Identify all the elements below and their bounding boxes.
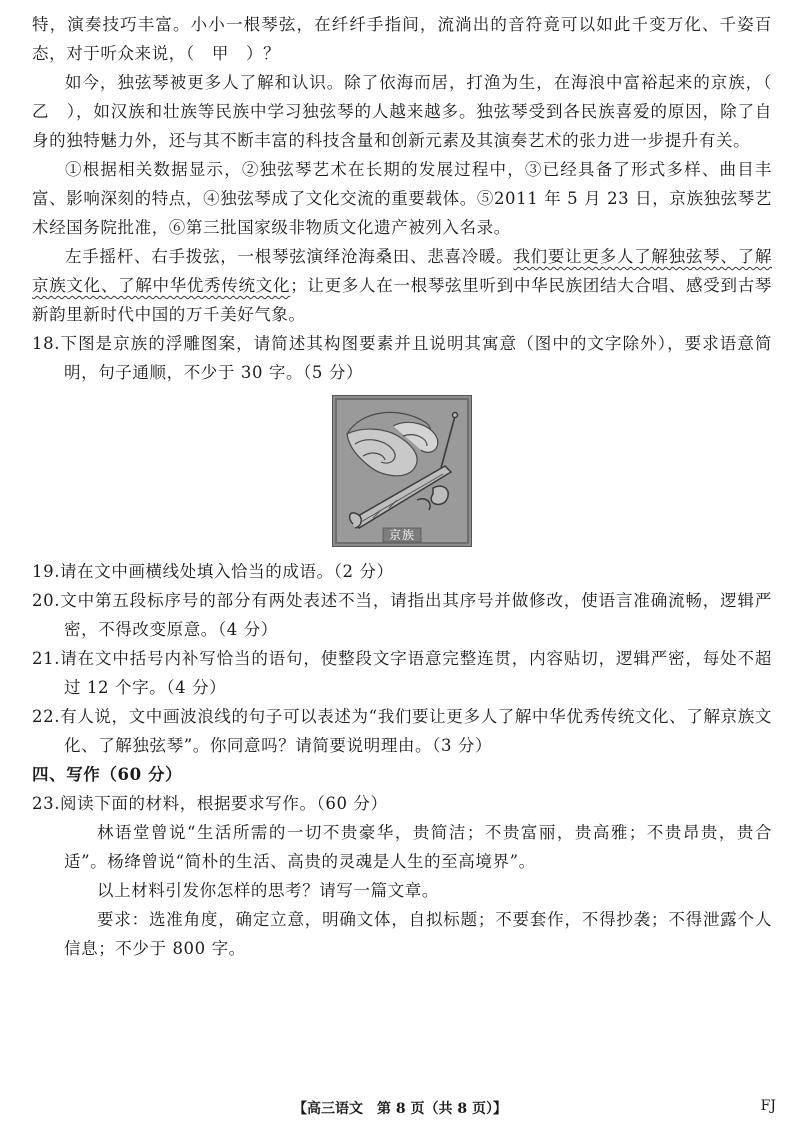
footer-code: FJ <box>760 1098 776 1114</box>
question-18: 18.下图是京族的浮雕图案，请简述其构图要素并且说明其寓意（图中的文字除外），要求语意简明，句子通顺，不少于 30 字。（5 分） <box>32 334 772 382</box>
question-22: 22.有人说，文中画波浪线的句子可以表述为“我们要让更多人了解中华优秀传统文化、了解京族文化、了解独弦琴”。你同意吗？请简要说明理由。（3 分） <box>32 707 772 755</box>
footer-page-label: 【高三语文 第 8 页（共 8 页）】 <box>293 1101 507 1117</box>
writing-requirements: 要求：选准角度，确定立意，明确文体，自拟标题；不要套作，不得抄袭；不得泄露个人信息；不少于 800 字。 <box>64 910 772 958</box>
question-20: 20.文中第五段标序号的部分有两处表述不当，请指出其序号并做修改，使语言准确流畅，逻辑严密，不得改变原意。（4 分） <box>32 591 772 639</box>
writing-prompt: 以上材料引发你怎样的思考？请写一篇文章。 <box>97 881 439 900</box>
writing-material: 林语堂曾说“生活所需的一切不贵豪华，贵简洁；不贵富丽，贵高雅；不贵昂贵，贵合适”。杨绛曾说“简朴的生活、高贵的灵魂是人生的至高境界”。 <box>64 823 772 871</box>
jing-relief-image <box>332 395 472 547</box>
passage-paragraph-1: 如今，独弦琴被更多人了解和认识。除了依海而居，打渔为生，在海浪中富裕起来的京族，（ 乙 ），如汉族和壮族等民族中学习独弦琴的人越来越多。独弦琴受到各民族喜爱的原因，除了自身的独特魅力外，还与其不断丰富的科技含量和创新元素及其演奏艺术的张力进一步提升有关。 <box>32 73 790 150</box>
question-23: 23.阅读下面的材料，根据要求写作。（60 分） <box>32 794 388 813</box>
wavy-underlined-sentence: 我们要让更多人了解独弦琴、了解京族文化、了解中华优秀传统文化 <box>32 247 772 295</box>
paragraph-3-start: 左手摇杆、右手拨弦，一根琴弦演绎沧海桑田、悲喜冷暖。 <box>65 247 514 266</box>
writing-section-heading: 四、写作（60 分） <box>32 765 183 784</box>
relief-figure-wrapper <box>32 395 772 547</box>
passage-paragraph-0: 特，演奏技巧丰富。小小一根琴弦，在纤纤手指间，流淌出的音符竟可以如此千变万化、千姿百态，对于听众来说，（ 甲 ）？ <box>32 15 772 63</box>
figure-caption: 京族 <box>388 528 415 542</box>
passage-paragraph-2: ①根据相关数据显示，②独弦琴艺术在长期的发展过程中，③已经具备了形式多样、曲目丰富、影响深刻的特点，④独弦琴成了文化交流的重要载体。⑤2011 年 5 月 23 日，京族独弦琴艺术经国务院批准，⑥第三批国家级非物质文化遗产被列入名录。 <box>32 160 772 237</box>
relief-illustration <box>333 396 471 546</box>
page-footer <box>0 1098 800 1118</box>
question-19: 19.请在文中画横线处填入恰当的成语。（2 分） <box>32 562 394 581</box>
question-21: 21.请在文中括号内补写恰当的语句，使整段文字语意完整连贯，内容贴切，逻辑严密，每处不超过 12 个字。（4 分） <box>32 649 772 697</box>
passage-paragraph-3 <box>32 242 772 329</box>
paragraph-3-end: ；让更多人在一根琴弦里听到中华民族团结大合唱、感受到古琴新韵里新时代中国的万千美好气象。 <box>32 276 773 324</box>
exam-page <box>32 10 790 963</box>
